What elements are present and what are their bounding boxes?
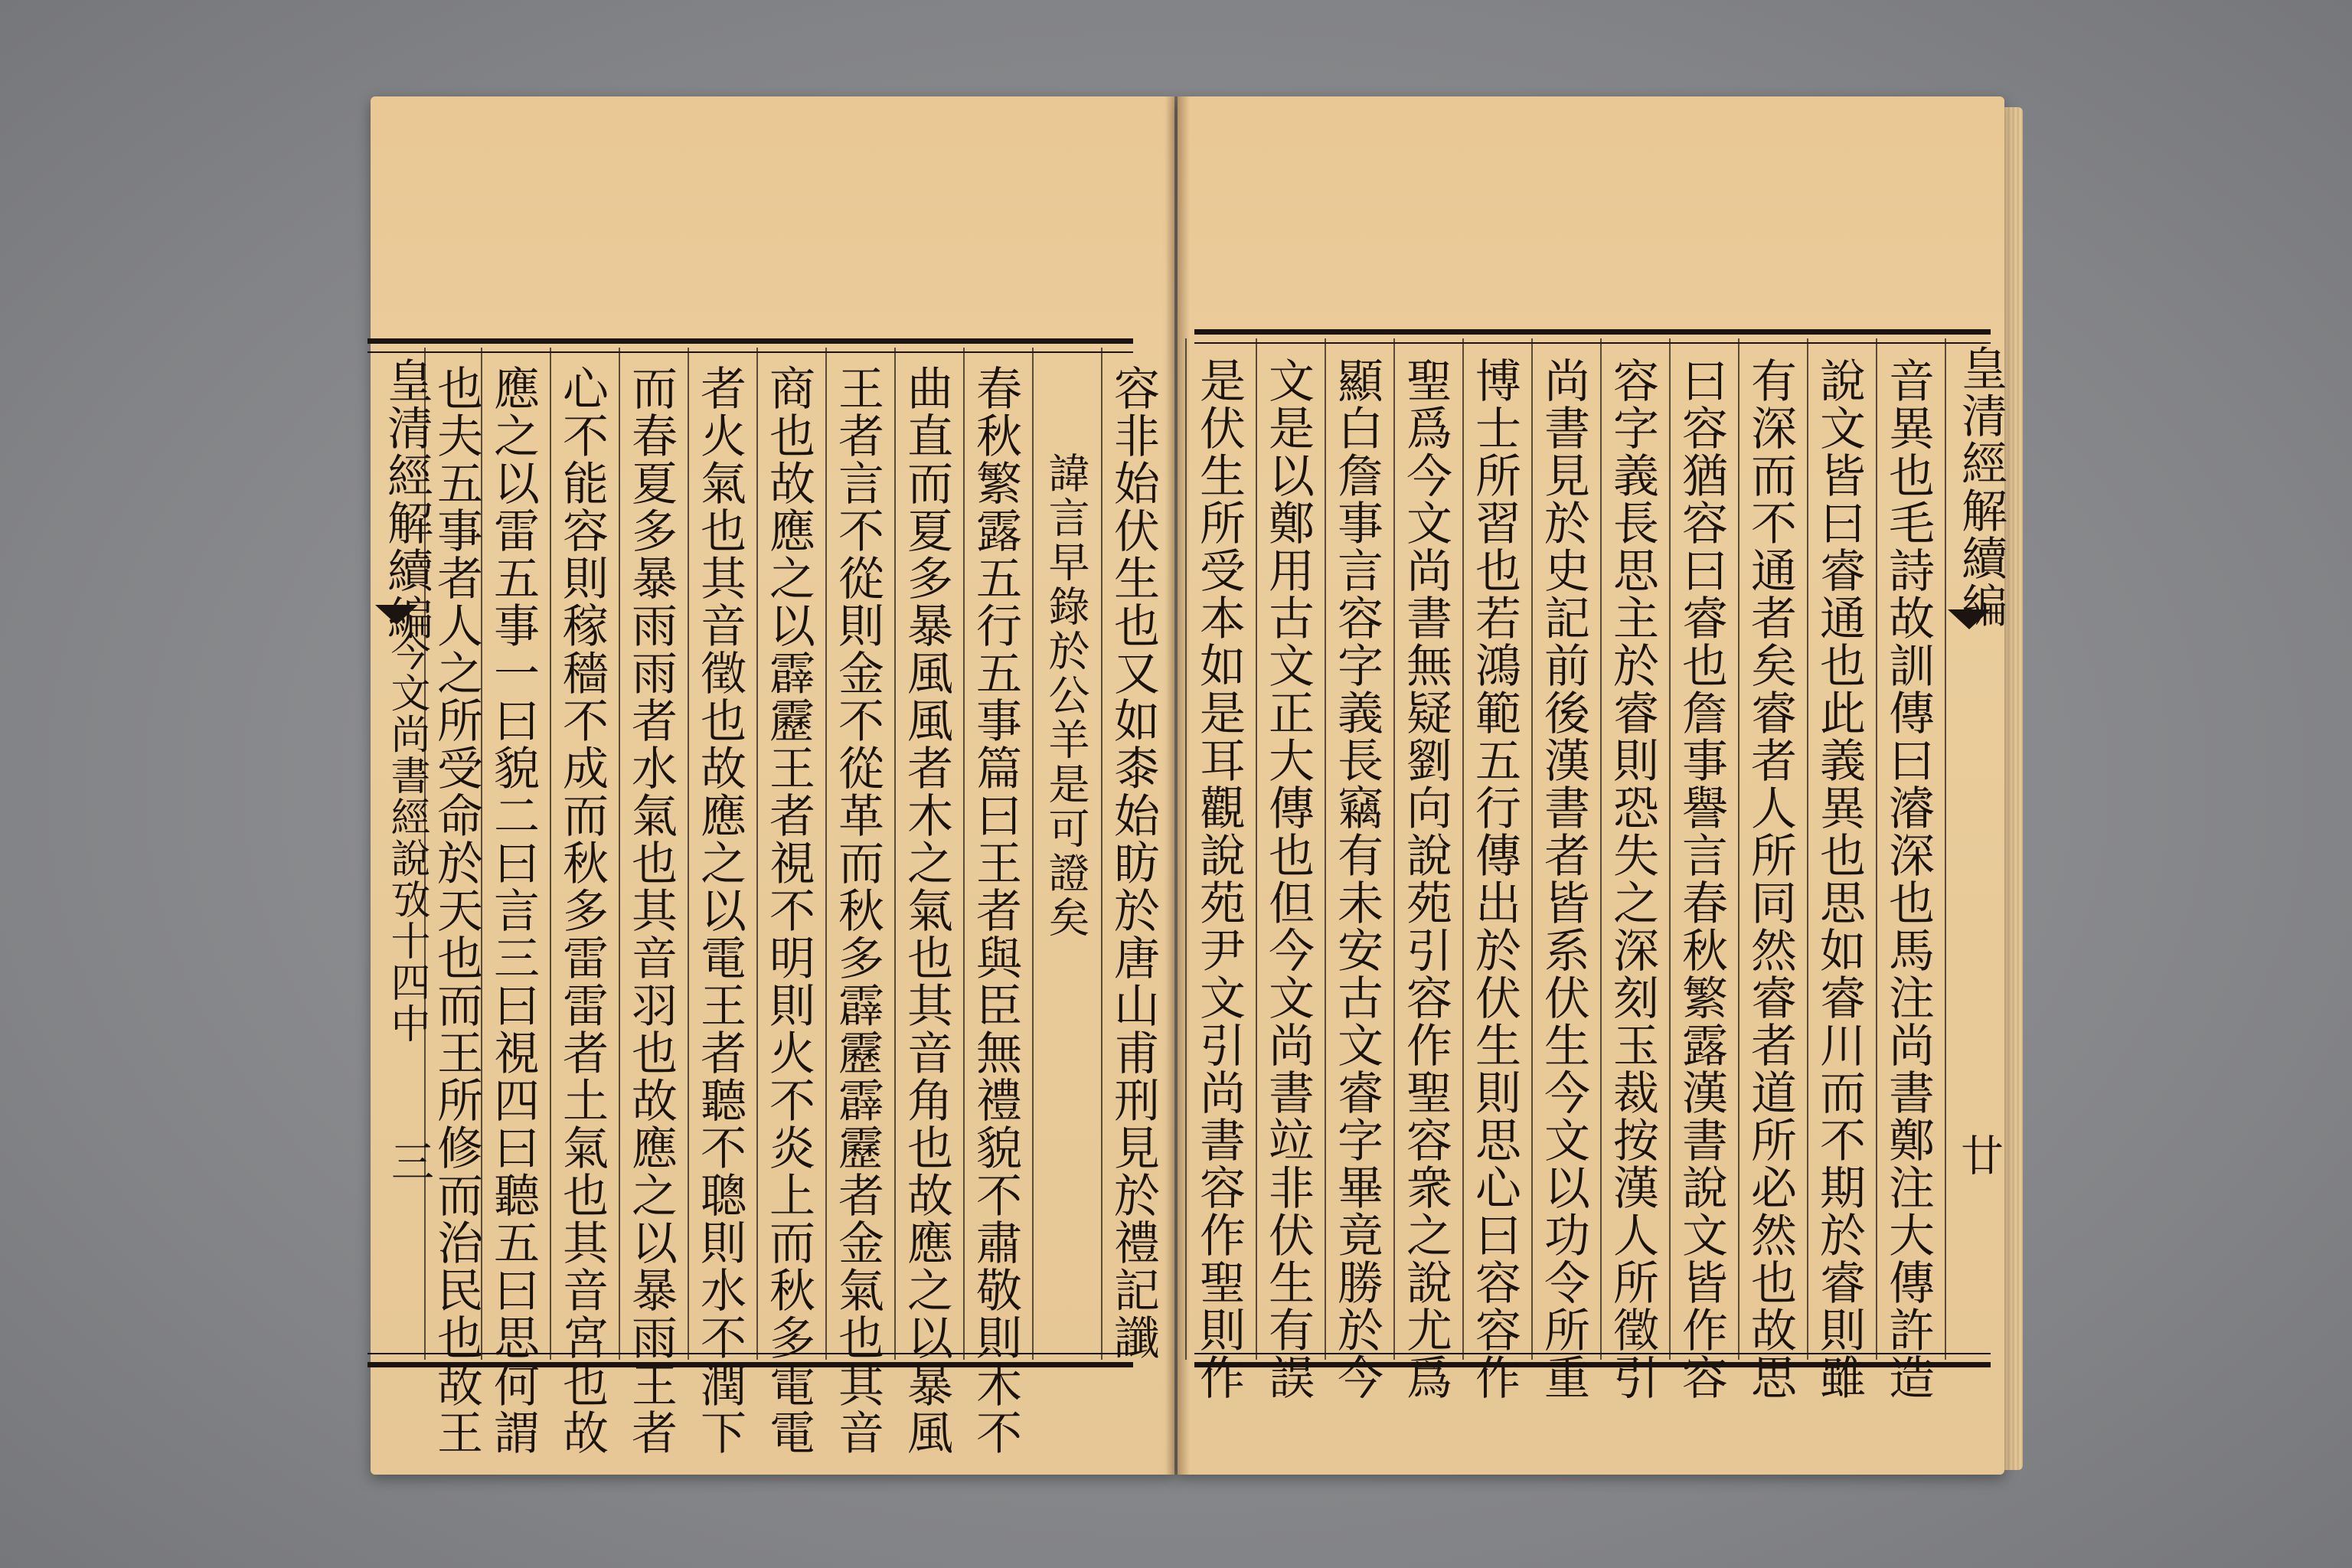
- column-rule: [1185, 338, 1187, 1360]
- text-column: 而春夏多暴雨雨者水氣也其音羽也故應之以暴雨王者: [624, 364, 678, 1456]
- fishtail-mark: [375, 605, 418, 625]
- column-rule: [1032, 348, 1034, 1360]
- text-column: 博士所習也若鴻範五行傳出於伏生則思心曰容容作: [1468, 357, 1521, 1401]
- text-column: 是伏生所受本如是耳觀說苑尹文引尚書容作聖則作: [1192, 357, 1246, 1401]
- frame-rule: [368, 351, 1133, 353]
- text-column: 有深而不通者矣睿者人所同然睿者道所必然也故思: [1743, 357, 1797, 1401]
- text-column: 心不能容則稼穡不成而秋多雷雷者土氣也其音宮也故: [555, 364, 609, 1456]
- left-margin-title: 皇清經解續編: [380, 357, 433, 642]
- text-column: 尚書見於史記前後漢書者皆系伏生今文以功令所重: [1537, 357, 1590, 1401]
- text-column: 者火氣也其音徵也故應之以電王者聽不聰則水不潤下: [693, 364, 746, 1456]
- right-page-number: 廿: [1954, 1133, 2004, 1176]
- text-column: 聖爲今文尚書無疑劉向說苑引容作聖容衆之說尤爲: [1399, 357, 1452, 1401]
- text-column: 容字義長思主於睿則恐失之深刻玉裁按漢人所徵引: [1606, 357, 1659, 1401]
- text-column: 文是以鄭用古文正大傳也但今文尚書竝非伏生有誤: [1261, 357, 1315, 1401]
- text-column: 諱言早錄於公羊是可證矣: [1042, 452, 1090, 940]
- text-column: 曰容猶容曰睿也詹事譽言春秋繁露漢書說文皆作容: [1674, 357, 1728, 1401]
- text-column: 說文皆曰睿通也此義異也思如睿川而不期於睿則雖: [1812, 357, 1866, 1401]
- text-column: 容非始伏生也又如桼始眆於唐山甫刑見於禮記讖: [1106, 364, 1160, 1361]
- text-column: 商也故應之以霹靂王者視不明則火不炎上而秋多電電: [762, 364, 815, 1456]
- text-column: 顯白詹事言容字義長竊有未安古文睿字畢竟勝於今: [1330, 357, 1383, 1401]
- fishtail-mark: [1948, 609, 1991, 629]
- text-column: 王者言不從則金不從革而秋多霹靂霹靂者金氣也其音: [831, 364, 884, 1456]
- text-column: 春秋繁露五行五事篇曰王者與臣無禮貌不肅敬則木不: [969, 364, 1022, 1456]
- left-margin-subtitle: 今文尚書經說攷十四中: [384, 631, 430, 1044]
- right-margin-title: 皇清經解續編: [1954, 345, 2007, 629]
- left-page-number: 三: [384, 1139, 434, 1182]
- frame-rule: [1194, 342, 1991, 344]
- text-column: 曲直而夏多暴風風者木之氣也其音角也故應之以暴風: [900, 364, 953, 1456]
- text-column: 應之以雷五事一曰貌二曰言三曰視四曰聽五曰思何謂: [486, 364, 540, 1456]
- text-column: 也夫五事者人之所受命於天也而王所修而治民也故王: [430, 364, 483, 1456]
- text-column: 音異也毛詩故訓傳曰濬深也馬注尚書鄭注大傳許造: [1881, 357, 1935, 1401]
- column-rule: [1945, 338, 1946, 1360]
